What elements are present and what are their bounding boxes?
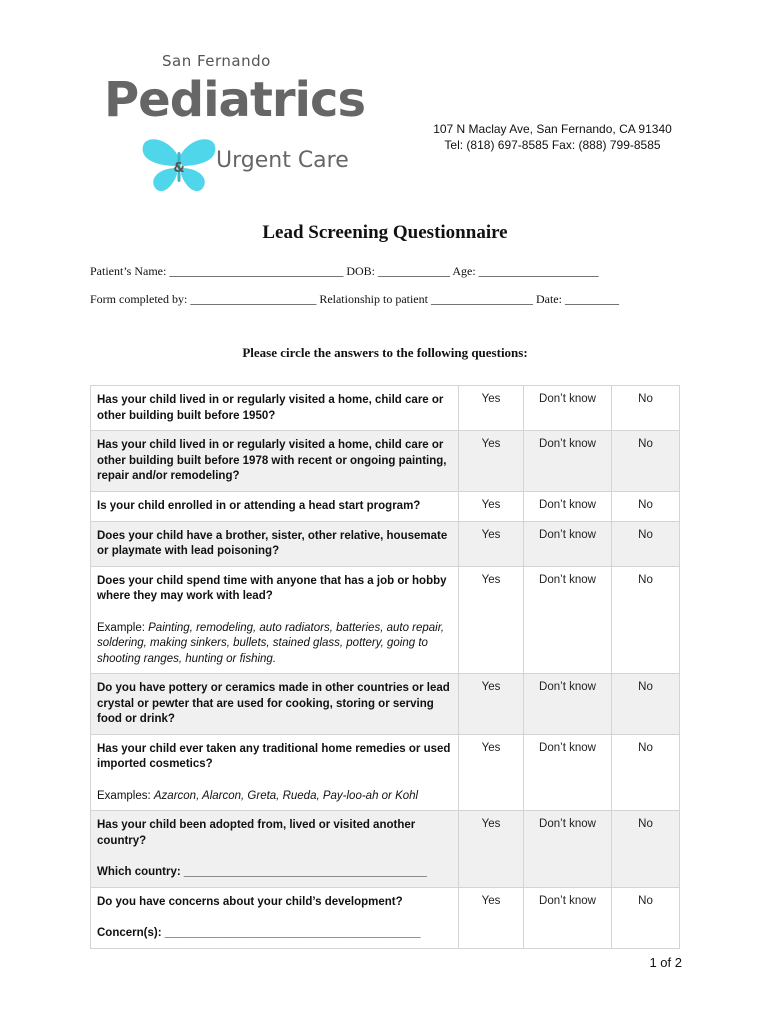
answer-no[interactable]: No [612,491,680,521]
answer-no[interactable]: No [612,674,680,735]
clinic-address [400,121,705,153]
question-cell [91,566,459,674]
patient-info-row[interactable]: Patient’s Name: _____________________________ DOB: ____________ Age: ____________________ [90,264,599,278]
answer-dont-know[interactable]: Don’t know [524,566,612,674]
answer-yes[interactable]: Yes [459,674,524,735]
question-row [91,566,680,674]
questions-table [90,385,680,949]
question-example [97,621,452,668]
question-text: Do you have concerns about your child’s development? [97,895,403,908]
answer-no[interactable]: No [612,566,680,674]
question-text: Has your child lived in or regularly visited a home, child care or other building built before 1978 with recent or ongoing painting, repair and/or remodeling? [91,431,459,492]
instruction-text: Please circle the answers to the following questions: [242,345,528,360]
question-row [91,734,680,811]
question-row [91,521,680,566]
example-label: Examples: [97,789,154,802]
answer-yes[interactable]: Yes [459,491,524,521]
answer-yes[interactable]: Yes [459,811,524,888]
completed-by-row[interactable]: Form completed by: _____________________ Relationship to patient _________________ Date: _________ [90,292,619,306]
answer-yes[interactable]: Yes [459,521,524,566]
answer-dont-know[interactable]: Don’t know [524,491,612,521]
question-example [97,789,452,805]
logo-sub-text: Urgent Care [216,148,349,173]
answer-yes[interactable]: Yes [459,431,524,492]
answer-no[interactable]: No [612,521,680,566]
question-row [91,386,680,431]
example-text: Painting, remodeling, auto radiators, batteries, auto repair, soldering, making sinkers, bullets, stained glass, pottery, going to shooting ranges, hunting or fishing. [97,621,445,665]
example-label: Example: [97,621,149,634]
answer-dont-know[interactable]: Don’t know [524,674,612,735]
country-field[interactable]: Which country: ______________________________________ [97,866,427,878]
logo-main-text: Pediatrics [104,72,366,128]
answer-no[interactable]: No [612,887,680,948]
question-text: Does your child have a brother, sister, other relative, housemate or playmate with lead poisoning? [91,521,459,566]
question-row [91,674,680,735]
question-row [91,811,680,888]
question-text: Has your child ever taken any traditional home remedies or used imported cosmetics? [97,742,451,770]
answer-dont-know[interactable]: Don’t know [524,887,612,948]
answer-no[interactable]: No [612,431,680,492]
example-text: Azarcon, Alarcon, Greta, Rueda, Pay-loo-ah or Kohl [153,789,419,802]
contact-line: Tel: (818) 697-8585 Fax: (888) 799-8585 [444,138,661,152]
answer-dont-know[interactable]: Don’t know [524,734,612,811]
question-row [91,887,680,948]
answer-yes[interactable]: Yes [459,566,524,674]
answer-no[interactable]: No [612,734,680,811]
question-cell [91,734,459,811]
answer-dont-know[interactable]: Don’t know [524,386,612,431]
form-title: Lead Screening Questionnaire [262,222,508,243]
concerns-field[interactable]: Concern(s): ________________________________________ [97,927,421,939]
question-row [91,491,680,521]
svg-text:&: & [173,161,185,176]
logo-top-text: San Fernando [162,52,271,70]
question-cell [91,811,459,888]
answer-yes[interactable]: Yes [459,887,524,948]
answer-dont-know[interactable]: Don’t know [524,521,612,566]
question-row [91,431,680,492]
question-cell [91,887,459,948]
answer-no[interactable]: No [612,386,680,431]
answer-yes[interactable]: Yes [459,386,524,431]
address-line: 107 N Maclay Ave, San Fernando, CA 91340 [433,122,672,136]
question-text: Does your child spend time with anyone that has a job or hobby where they may work with lead? [97,574,447,602]
question-text: Do you have pottery or ceramics made in other countries or lead crystal or pewter that are used for cooking, storing or serving food or drink? [91,674,459,735]
clinic-logo [100,52,366,202]
answer-dont-know[interactable]: Don’t know [524,811,612,888]
question-text: Has your child lived in or regularly visited a home, child care or other building built before 1950? [91,386,459,431]
answer-dont-know[interactable]: Don’t know [524,431,612,492]
answer-no[interactable]: No [612,811,680,888]
question-text: Is your child enrolled in or attending a head start program? [91,491,459,521]
question-text: Has your child been adopted from, lived or visited another country? [97,819,416,847]
butterfly-icon [140,136,218,194]
page-number: 1 of 2 [649,955,682,970]
answer-yes[interactable]: Yes [459,734,524,811]
